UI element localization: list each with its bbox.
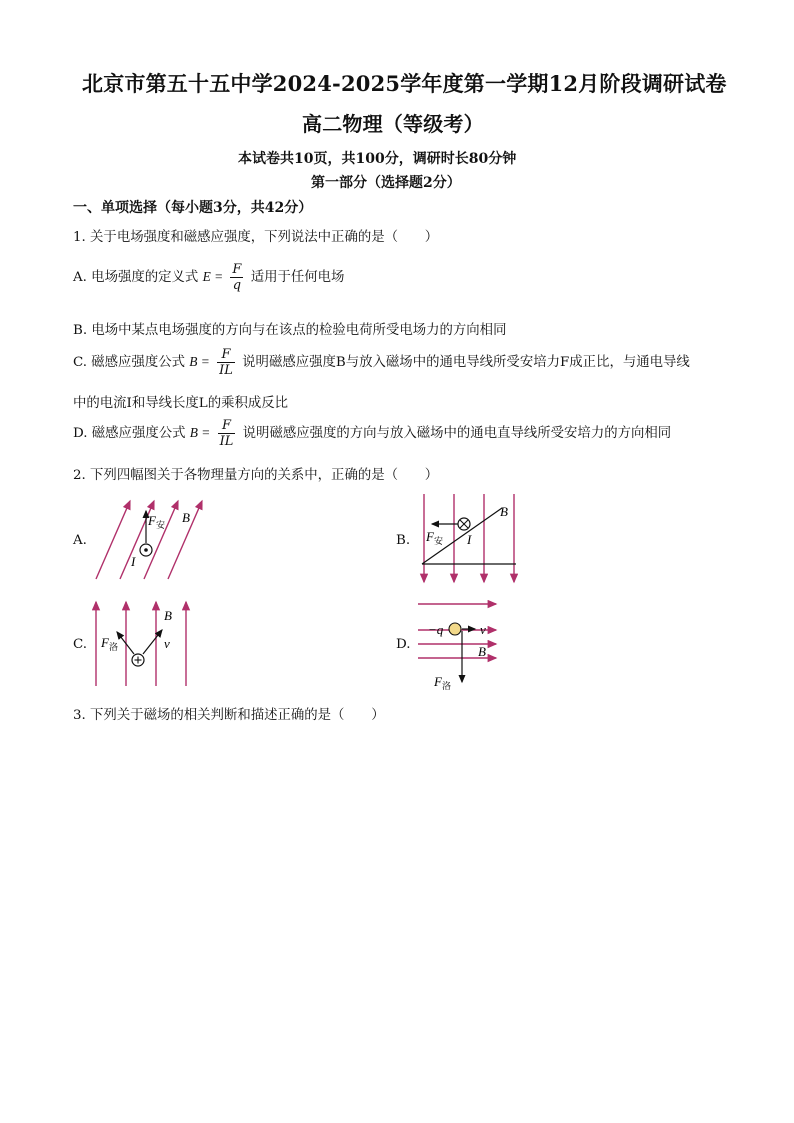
q1-option-c[interactable]: [73, 347, 690, 378]
fig-a-force-label: $F_安$: [148, 513, 165, 530]
fig-b-force-label: $F_安$: [426, 529, 443, 546]
q1-option-c-line2: 中的电流I和导线长度L的乘积成反比: [73, 396, 289, 411]
q1-d-fraction: [218, 418, 236, 449]
q1-c-fraction: [217, 347, 235, 378]
q1-option-b[interactable]: B. 电场中某点电场强度的方向与在该点的检验电荷所受电场力的方向相同: [73, 323, 507, 338]
figure-b: [412, 492, 522, 590]
fig-c-velocity-label: v: [164, 636, 170, 651]
q1-a-prefix: A. 电场强度的定义式: [73, 270, 199, 285]
q1-a-suffix: 适用于任何电场: [250, 270, 345, 285]
q1-stem: 1. 关于电场强度和磁感应强度，下列说法中正确的是（ ）: [73, 230, 439, 245]
q2-option-b-label[interactable]: B.: [396, 533, 411, 548]
part-heading: 第一部分（选择题2分）: [311, 175, 461, 191]
q1-d-suffix: 说明磁感应强度的方向与放入磁场中的通电直导线所受安培力的方向相同: [242, 426, 672, 441]
fig-d-field-label: B: [478, 644, 486, 659]
q1-a-formula-lhs: E =: [202, 269, 224, 284]
q1-d-formula-lhs: B =: [189, 425, 211, 440]
fig-c-field-label: B: [164, 608, 172, 623]
q1-c-denominator: IL: [219, 363, 233, 378]
q1-c-suffix: 说明磁感应强度B与放入磁场中的通电导线所受安培力F成正比，与通电导线: [242, 355, 690, 370]
q1-c-numerator: F: [217, 347, 235, 363]
q2-stem: 2. 下列四幅图关于各物理量方向的关系中，正确的是（ ）: [73, 468, 439, 483]
q2-option-a-label[interactable]: A.: [73, 533, 87, 548]
q1-d-prefix: D. 磁感应强度公式: [73, 426, 186, 441]
q1-a-denominator: q: [232, 278, 242, 293]
figure-d: [414, 594, 514, 696]
fig-b-field-label: B: [500, 504, 508, 519]
q1-c-formula-lhs: B =: [189, 354, 210, 369]
q1-option-a[interactable]: [73, 262, 344, 293]
fig-a-current-label: I: [131, 554, 136, 569]
exam-title: 北京市第五十五中学2024-2025学年度第一学期12月阶段调研试卷: [82, 71, 727, 96]
q2-option-d-label[interactable]: D.: [396, 637, 411, 652]
velocity-arrow: [143, 630, 162, 654]
q2-option-c-label[interactable]: C.: [73, 637, 88, 652]
q1-d-numerator: F: [218, 418, 236, 434]
fig-a-field-label: B: [182, 510, 190, 525]
q1-option-d[interactable]: [73, 418, 671, 449]
fig-d-velocity-label: v: [480, 622, 486, 637]
q3-stem: 3. 下列关于磁场的相关判断和描述正确的是（ ）: [73, 708, 385, 723]
exam-subtitle: 高二物理（等级考）: [302, 112, 484, 136]
fig-d-charge-label: −q: [428, 622, 444, 637]
fig-c-force-label: $F_洛$: [101, 635, 118, 652]
q1-a-numerator: F: [232, 262, 242, 277]
q1-a-fraction: [230, 262, 243, 293]
figure-a: [86, 495, 226, 585]
fig-b-current-label: I: [467, 532, 472, 547]
figure-c: [88, 598, 198, 690]
q1-d-denominator: IL: [219, 434, 234, 449]
negative-charge-icon: [449, 623, 461, 635]
q1-c-prefix: C. 磁感应强度公式: [73, 355, 186, 370]
exam-info: 本试卷共10页，共100分，调研时长80分钟: [238, 151, 517, 167]
fig-d-force-label: $F_洛$: [434, 674, 451, 691]
section-heading: 一、单项选择（每小题3分，共42分）: [73, 200, 313, 216]
